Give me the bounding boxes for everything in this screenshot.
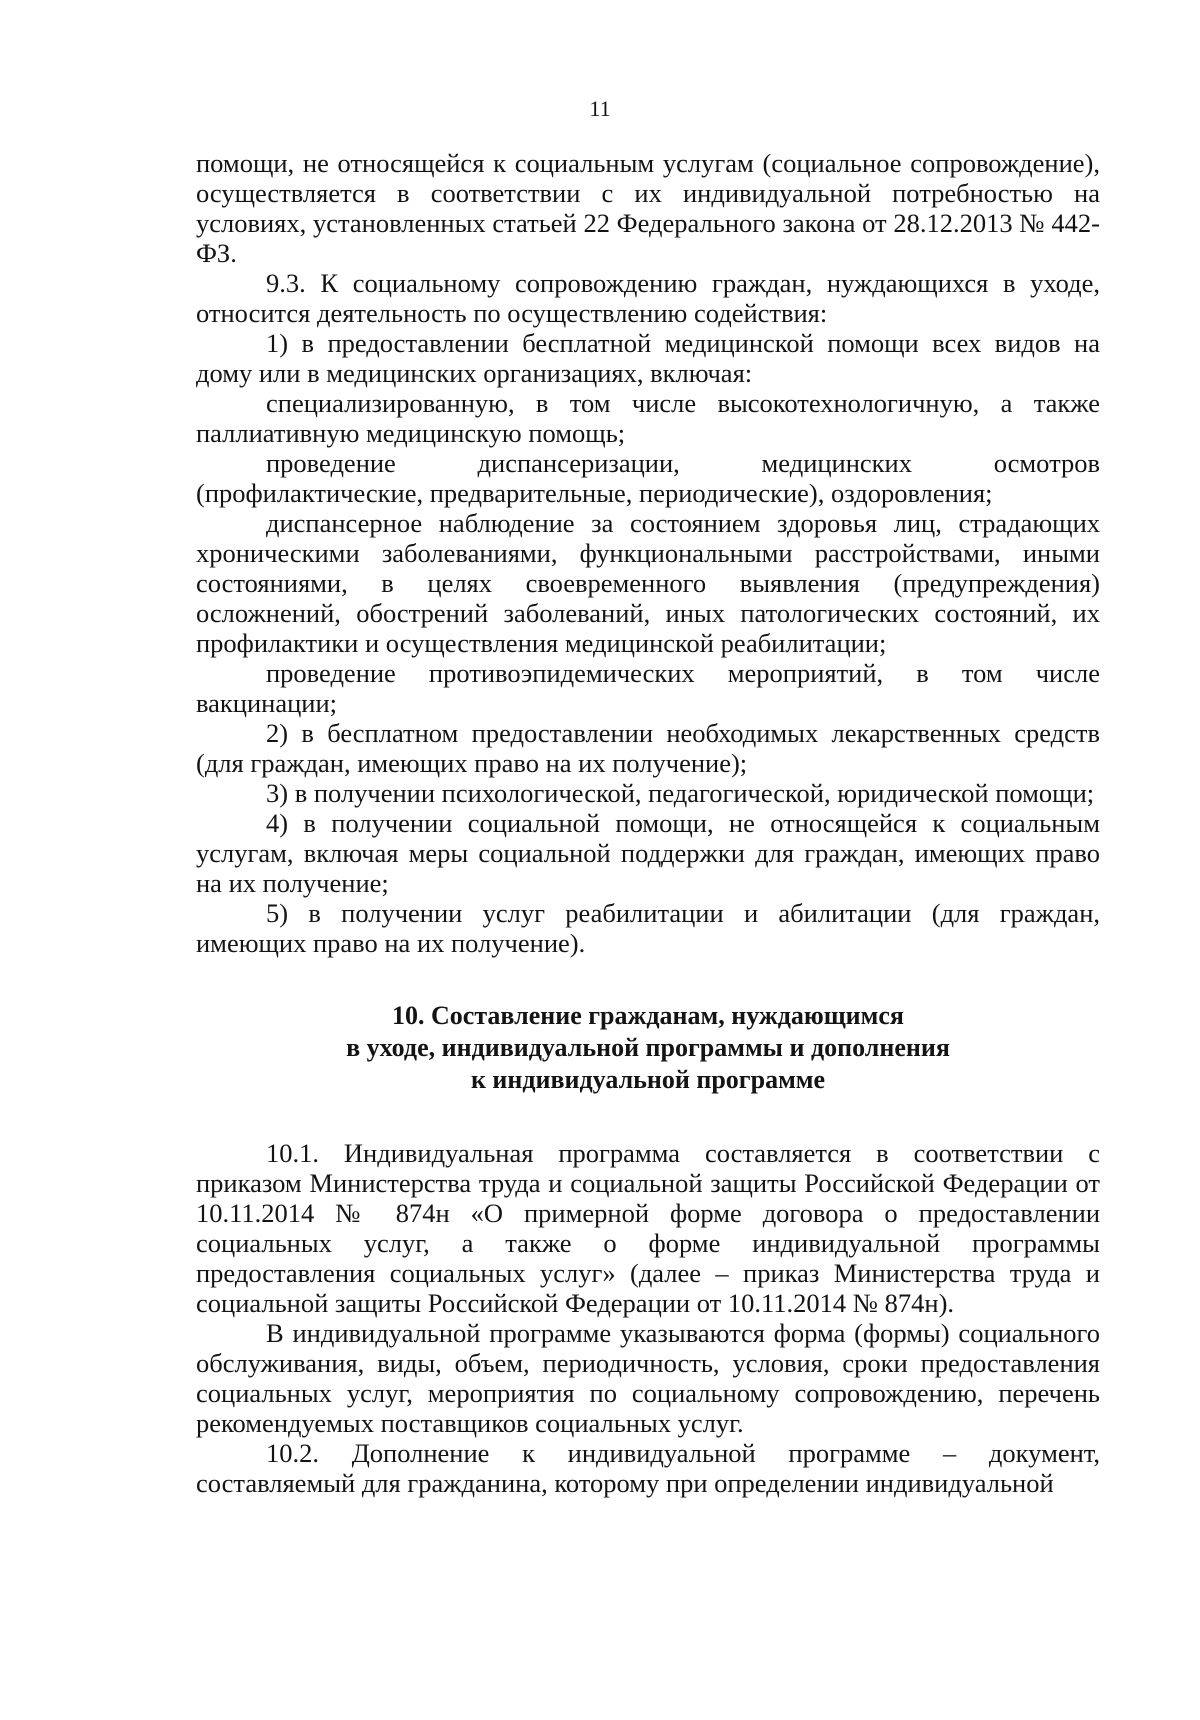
list-item-4: 4) в получении социальной помощи, не относящейся к социальным услугам, включая меры социальной поддержки для граждан, имеющих право на их получение; <box>196 808 1100 898</box>
section-10-heading <box>196 1000 1100 1096</box>
section-title-line: 10. Составление гражданам, нуждающимся <box>392 1001 904 1030</box>
list-item-3: 3) в получении психологической, педагогической, юридической помощи; <box>266 778 1095 808</box>
paragraph-continuation: помощи, не относящейся к социальным услугам (социальное сопровождение), осуществляется в соответствии с их индивидуальной потребностью на условиях, установленных статьей 22 Федерального закона от 28.12.2013 № 442-ФЗ. <box>196 148 1100 268</box>
list-item-2: 2) в бесплатном предоставлении необходимых лекарственных средств (для граждан, имеющих право на их получение); <box>196 718 1100 778</box>
paragraph-9-3: 9.3. К социальному сопровождению граждан, нуждающихся в уходе, относится деятельность по осуществлению содействия: <box>196 268 1100 328</box>
section-title-line: в уходе, индивидуальной программы и дополнения <box>346 1033 950 1062</box>
list-item-1: 1) в предоставлении бесплатной медицинской помощи всех видов на дому или в медицинских организациях, включая: <box>196 328 1100 388</box>
page-number: 11 <box>589 96 611 121</box>
sub-item-vaccination: проведение противоэпидемических мероприятий, в том числе вакцинации; <box>196 658 1100 718</box>
sub-item-specialized-care: специализированную, в том числе высокотехнологичную, а также паллиативную медицинскую помощь; <box>196 388 1100 448</box>
list-item-5: 5) в получении услуг реабилитации и абилитации (для граждан, имеющих право на их получение). <box>196 898 1100 958</box>
section-title-line: к индивидуальной программе <box>470 1065 826 1094</box>
paragraph-10-1: 10.1. Индивидуальная программа составляется в соответствии с приказом Министерства труда и социальной защиты Российской Федерации от 10.11.2014 № 874н «О примерной форме договора о предоставлении социальных услуг, а также о форме индивидуальной программы предоставления социальных услуг» (далее – приказ Министерства труда и социальной защиты Российской Федерации от 10.11.2014 № 874н). <box>196 1138 1100 1318</box>
sub-item-dispensary-observation: диспансерное наблюдение за состоянием здоровья лиц, страдающих хроническими заболеваниями, функциональными расстройствами, иными состояниями, в целях своевременного выявления (предупреждения) осложнений, обострений заболеваний, иных патологических состояний, их профилактики и осуществления медицинской реабилитации; <box>196 508 1100 658</box>
paragraph-program-contents: В индивидуальной программе указываются форма (формы) социального обслуживания, виды, объем, периодичность, условия, сроки предоставления социальных услуг, мероприятия по социальному сопровождению, перечень рекомендуемых поставщиков социальных услуг. <box>196 1318 1100 1438</box>
sub-item-medical-exams: проведение диспансеризации, медицинских осмотров (профилактические, предварительные, периодические), оздоровления; <box>196 448 1100 508</box>
paragraph-10-2: 10.2. Дополнение к индивидуальной программе – документ, составляемый для гражданина, которому при определении индивидуальной <box>196 1438 1100 1498</box>
document-body <box>196 148 1100 1498</box>
